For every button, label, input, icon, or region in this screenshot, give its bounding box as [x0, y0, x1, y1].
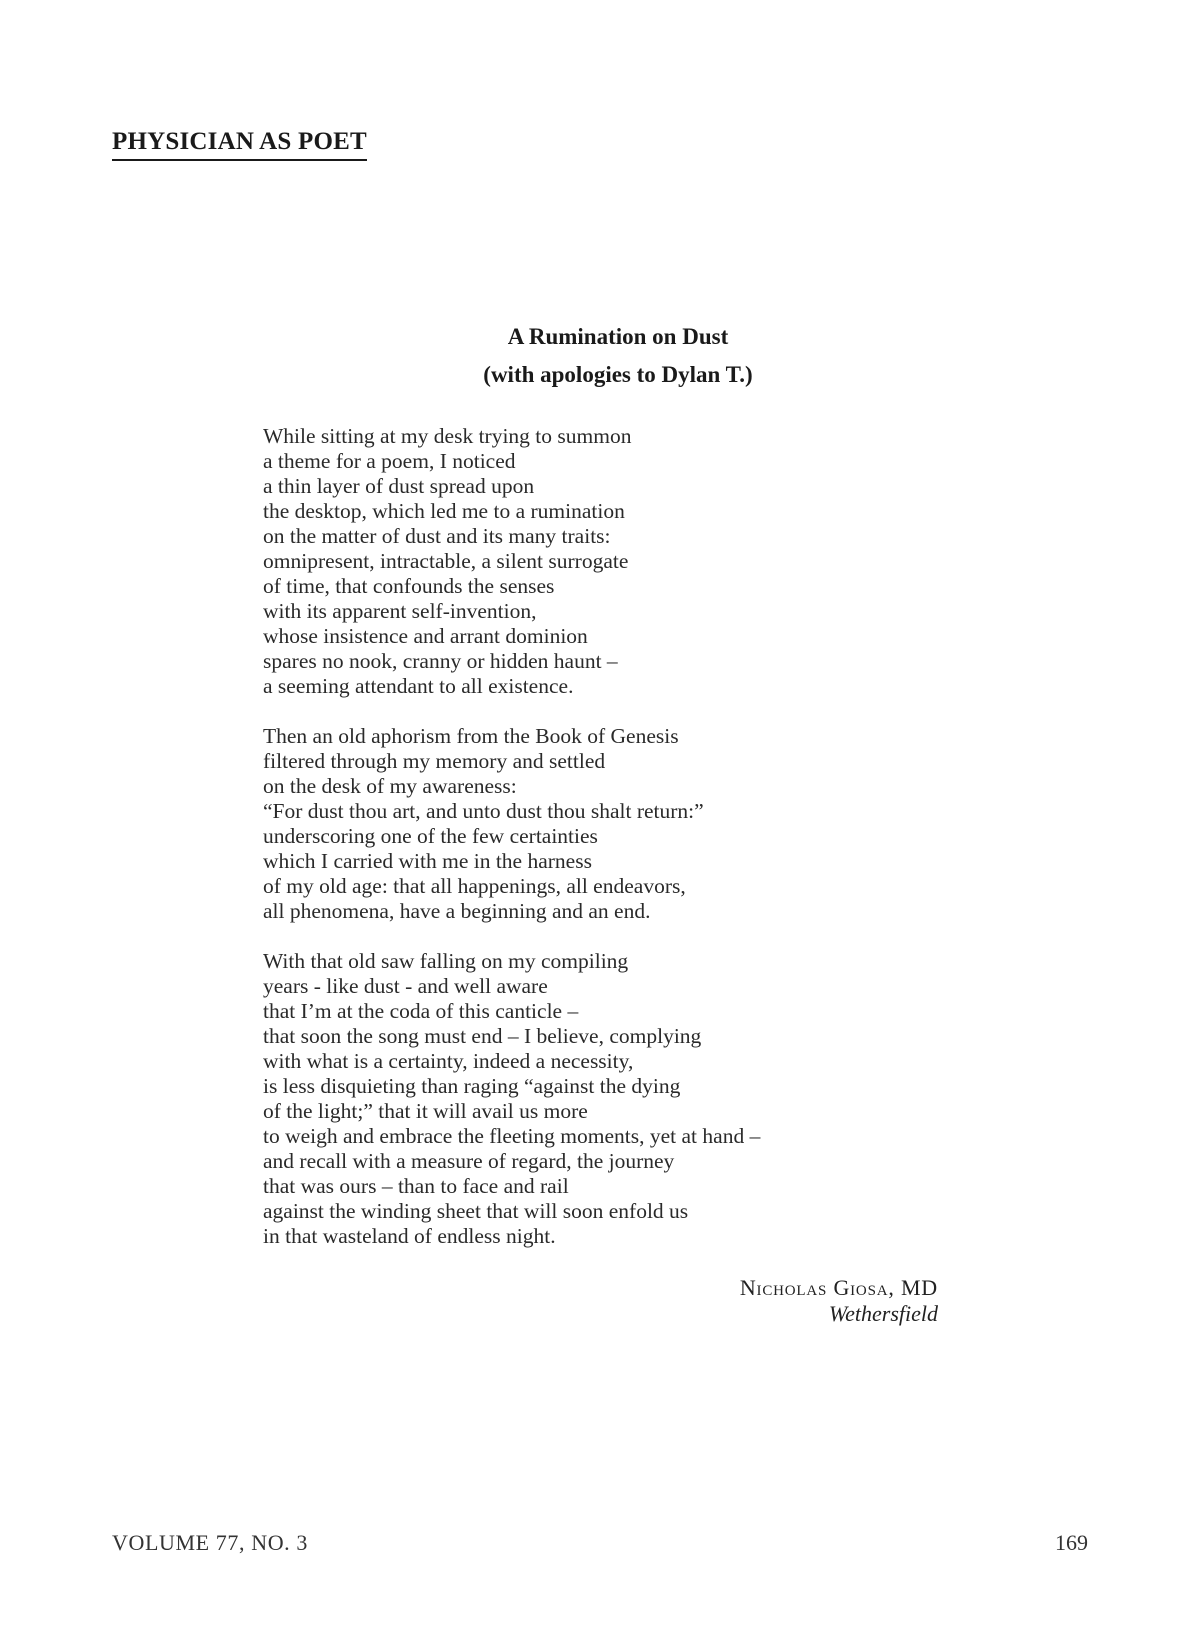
poem-line: in that wasteland of endless night.: [263, 1224, 556, 1248]
author-block: [740, 1275, 938, 1327]
poem-line: with its apparent self-invention,: [263, 599, 537, 623]
volume-info: VOLUME 77, NO. 3: [112, 1530, 308, 1555]
poem-line: on the matter of dust and its many traits:: [263, 524, 611, 548]
poem-line: the desktop, which led me to a rumination: [263, 499, 625, 523]
poem-stanza: [263, 724, 823, 924]
poem-line: that was ours – than to face and rail: [263, 1174, 569, 1198]
poem-line: spares no nook, cranny or hidden haunt –: [263, 649, 618, 673]
poem-line: and recall with a measure of regard, the journey: [263, 1149, 675, 1173]
poem-line: on the desk of my awareness:: [263, 774, 517, 798]
section-header: PHYSICIAN AS POET: [112, 128, 367, 161]
poem-line: With that old saw falling on my compiling: [263, 949, 629, 973]
poem-subtitle: (with apologies to Dylan T.): [483, 362, 753, 387]
poem-line: with what is a certainty, indeed a necessity,: [263, 1049, 634, 1073]
poem-line: a thin layer of dust spread upon: [263, 474, 535, 498]
poem-line: against the winding sheet that will soon enfold us: [263, 1199, 689, 1223]
poem-line: filtered through my memory and settled: [263, 749, 606, 773]
poem-line: a seeming attendant to all existence.: [263, 674, 574, 698]
poem-line: years - like dust - and well aware: [263, 974, 548, 998]
poem-stanza: [263, 424, 823, 699]
poem-line: that I’m at the coda of this canticle –: [263, 999, 579, 1023]
poem-line: underscoring one of the few certainties: [263, 824, 598, 848]
poem-title: A Rumination on Dust: [507, 324, 729, 349]
poem-line: which I carried with me in the harness: [263, 849, 592, 873]
poem-line: a theme for a poem, I noticed: [263, 449, 516, 473]
poem-line: that soon the song must end – I believe, complying: [263, 1024, 702, 1048]
poem-line: omnipresent, intractable, a silent surrogate: [263, 549, 629, 573]
author-name: Nicholas Giosa, MD: [739, 1275, 938, 1300]
poem-line: is less disquieting than raging “against the dying: [263, 1074, 681, 1098]
poem-line: While sitting at my desk trying to summon: [263, 424, 632, 448]
poem-stanza: [263, 949, 823, 1249]
poem-line: all phenomena, have a beginning and an end.: [263, 899, 651, 923]
poem-body: [263, 424, 823, 1274]
poem-line: of the light;” that it will avail us more: [263, 1099, 588, 1123]
poem-line: Then an old aphorism from the Book of Genesis: [263, 724, 679, 748]
poem-line: of my old age: that all happenings, all endeavors,: [263, 874, 686, 898]
author-location: Wethersfield: [828, 1301, 938, 1326]
poem-line: to weigh and embrace the fleeting moments, yet at hand –: [263, 1124, 761, 1148]
poem-line: “For dust thou art, and unto dust thou shalt return:”: [263, 799, 704, 823]
poem-line: whose insistence and arrant dominion: [263, 624, 588, 648]
poem-line: of time, that confounds the senses: [263, 574, 555, 598]
page-number: 169: [1055, 1530, 1088, 1555]
